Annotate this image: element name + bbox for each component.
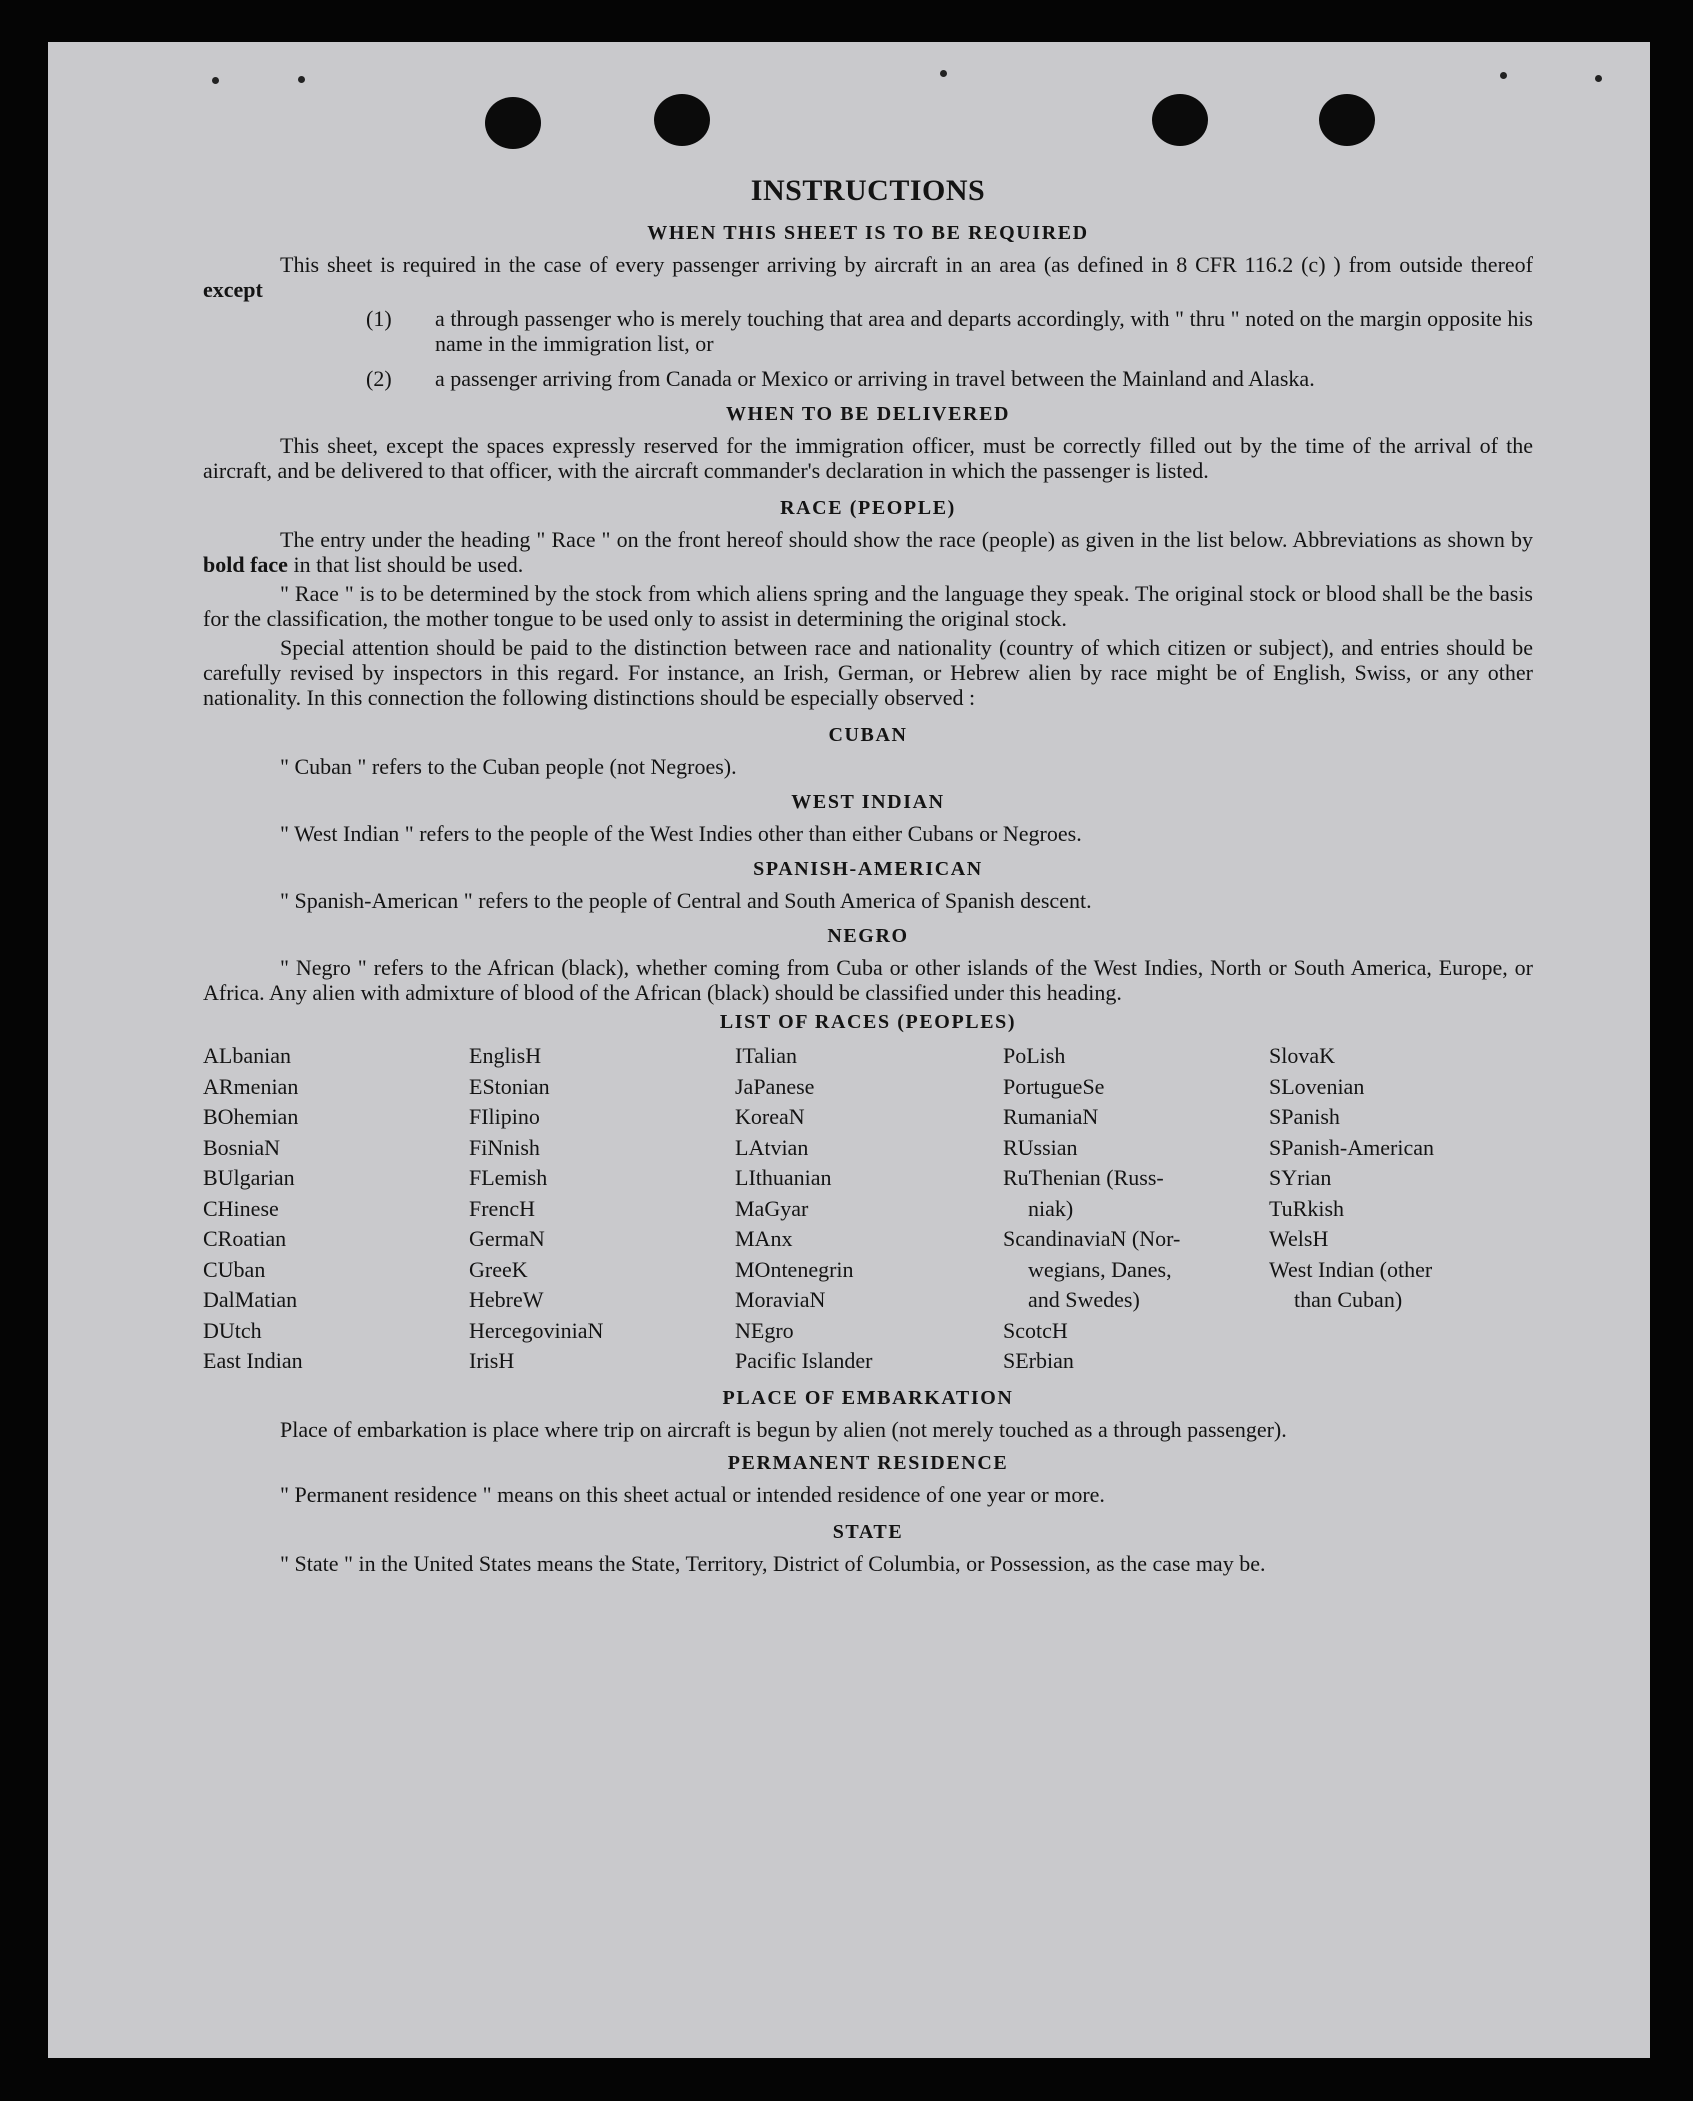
race-entry: LIthuanian (735, 1165, 832, 1190)
race-entry: CRoatian (203, 1226, 287, 1251)
race-entry: BosniaN (203, 1134, 280, 1160)
race-entry: FiNnish (469, 1134, 540, 1160)
race-list (203, 1041, 1533, 1377)
race-entry: MoraviaN (735, 1287, 826, 1312)
race-entry: DalMatian (203, 1287, 298, 1312)
race-entry: PoLish (1003, 1043, 1066, 1068)
heading-permanent-residence: PERMANENT RESIDENCE (727, 1451, 1009, 1474)
race-entry: Pacific Islander (735, 1348, 873, 1373)
race-entry: NEgro (735, 1317, 794, 1343)
race-entry: ScotcH (1003, 1317, 1068, 1343)
race-entry: EStonian (469, 1073, 550, 1099)
race-entry: ITalian (735, 1043, 797, 1068)
race-entry: FrencH (469, 1195, 535, 1221)
race-entry: HercegoviniaN (469, 1317, 604, 1343)
race-entry: SlovaK (1269, 1043, 1335, 1068)
race-entry: GermaN (469, 1226, 545, 1251)
punch-hole (485, 97, 541, 149)
heading-when-delivered: WHEN TO BE DELIVERED (725, 403, 1011, 425)
speck (212, 77, 219, 84)
race-entry-continued: wegians, Danes, (1028, 1256, 1172, 1282)
race-entry: EnglisH (469, 1043, 542, 1068)
race-column (1269, 1041, 1533, 1377)
race-paragraph-2: " Race " is to be determined by the stock from which aliens spring and the language they speak. The original stock or blood shall be the basis for the classification, the mother tongue to be used only to assist in determining the original stock. (203, 581, 1533, 631)
race-entry: PortugueSe (1003, 1073, 1105, 1099)
race-entry: CUban (203, 1256, 266, 1282)
speck (298, 76, 305, 83)
race-entry-continued: niak) (1028, 1195, 1074, 1221)
race-entry: MaGyar (735, 1195, 809, 1221)
speck (940, 70, 947, 77)
spanish-american-text: " Spanish-American " refers to the people of Central and South America of Spanish descent. (280, 888, 1092, 913)
race-column (735, 1041, 1003, 1377)
race-entry: SPanish (1269, 1104, 1340, 1129)
exception-item: (2) a passenger arriving from Canada or Mexico or arriving in travel between the Mainland and Alaska. (366, 366, 1315, 391)
punch-hole (1319, 94, 1375, 146)
heading-when-required: WHEN THIS SHEET IS TO BE REQUIRED (647, 222, 1089, 244)
exception-item: (1) a through passenger who is merely touching that area and departs accordingly, with " thru " noted on the margin opposite his name in the immigration list, or (366, 306, 1533, 356)
heading-cuban: CUBAN (828, 724, 908, 746)
heading-race: RACE (PEOPLE) (780, 497, 956, 519)
race-entry: GreeK (469, 1256, 528, 1282)
race-entry: IrisH (469, 1348, 515, 1373)
race-entry: CHinese (203, 1195, 279, 1221)
negro-text: " Negro " refers to the African (black), whether coming from Cuba or other islands of the West Indies, North or South America, Europe, or Africa. Any alien with admixture of blood of the African (black) should be classified under this heading. (203, 955, 1533, 1005)
race-entry: JaPanese (735, 1073, 815, 1099)
race-entry: West Indian (other (1269, 1256, 1433, 1282)
heading-negro: NEGRO (827, 925, 909, 947)
heading-west-indian: WEST INDIAN (791, 791, 945, 813)
heading-place-of-embarkation: PLACE OF EMBARKATION (722, 1386, 1014, 1409)
cuban-text: " Cuban " refers to the Cuban people (not Negroes). (280, 754, 737, 779)
required-intro: This sheet is required in the case of every passenger arriving by aircraft in an area (as defined in 8 CFR 116.2 (c) ) from outside thereof except (203, 252, 1533, 302)
residence-text: " Permanent residence " means on this sheet actual or intended residence of one year or more. (280, 1481, 1105, 1507)
speck (1500, 72, 1507, 79)
race-entry: FLemish (469, 1165, 548, 1190)
race-entry: RUssian (1003, 1134, 1078, 1160)
race-entry: RumaniaN (1003, 1104, 1099, 1129)
race-entry: SYrian (1269, 1165, 1332, 1190)
race-entry: MAnx (735, 1226, 793, 1251)
race-entry: ScandinaviaN (Nor- (1003, 1226, 1181, 1251)
race-entry: SLovenian (1269, 1073, 1365, 1099)
punch-hole (1152, 94, 1208, 146)
race-entry: HebreW (469, 1287, 544, 1312)
race-column (1003, 1041, 1269, 1377)
race-entry-continued: than Cuban) (1294, 1287, 1403, 1312)
embarkation-text: Place of embarkation is place where trip on aircraft is begun by alien (not merely touched as a through passenger). (280, 1416, 1287, 1442)
speck (1595, 75, 1602, 82)
instructions-body (203, 170, 1533, 1580)
race-entry: MOntenegrin (735, 1256, 854, 1282)
race-column (203, 1041, 469, 1377)
heading-state: STATE (832, 1520, 904, 1543)
race-entry: East Indian (203, 1348, 303, 1373)
punch-hole (654, 94, 710, 146)
heading-list-of-races: LIST OF RACES (PEOPLES) (719, 1011, 1017, 1033)
race-entry: FIlipino (469, 1104, 540, 1129)
race-entry: WelsH (1269, 1226, 1329, 1251)
race-entry: LAtvian (735, 1134, 809, 1160)
race-entry: RuThenian (Russ- (1003, 1165, 1164, 1190)
race-entry: BOhemian (203, 1104, 299, 1129)
heading-spanish-american: SPANISH-AMERICAN (753, 858, 983, 880)
race-entry: DUtch (203, 1317, 262, 1343)
race-entry-continued: and Swedes) (1028, 1287, 1140, 1312)
race-column (469, 1041, 735, 1377)
race-entry: KoreaN (735, 1104, 805, 1129)
race-paragraph-1: The entry under the heading " Race " on the front hereof should show the race (people) as given in the list below. Abbreviations as shown by bold face in that list should be used. (203, 527, 1533, 577)
west-indian-text: " West Indian " refers to the people of the West Indies other than either Cubans or Negroes. (280, 821, 1082, 846)
delivered-text: This sheet, except the spaces expressly reserved for the immigration officer, must be correctly filled out by the time of the arrival of the aircraft, and be delivered to that officer, with the aircraft commander's declaration in which the passenger is listed. (203, 433, 1533, 483)
race-paragraph-3: Special attention should be paid to the distinction between race and nationality (country of which citizen or subject), and entries should be carefully revised by inspectors in this regard. For instance, an Irish, German, or Hebrew alien by race might be of English, Swiss, or any other nationality. In this connection the following distinctions should be especially observed : (203, 635, 1533, 710)
document-page (48, 42, 1650, 2058)
state-text: " State " in the United States means the State, Territory, District of Columbia, or Possession, as the case may be. (280, 1550, 1266, 1576)
race-entry: ALbanian (203, 1043, 291, 1068)
page-title: INSTRUCTIONS (750, 174, 986, 207)
race-entry: SErbian (1003, 1348, 1074, 1373)
race-entry: TuRkish (1269, 1195, 1345, 1221)
race-entry: BUlgarian (203, 1165, 295, 1190)
race-entry: ARmenian (203, 1073, 299, 1099)
race-entry: SPanish-American (1269, 1134, 1434, 1160)
